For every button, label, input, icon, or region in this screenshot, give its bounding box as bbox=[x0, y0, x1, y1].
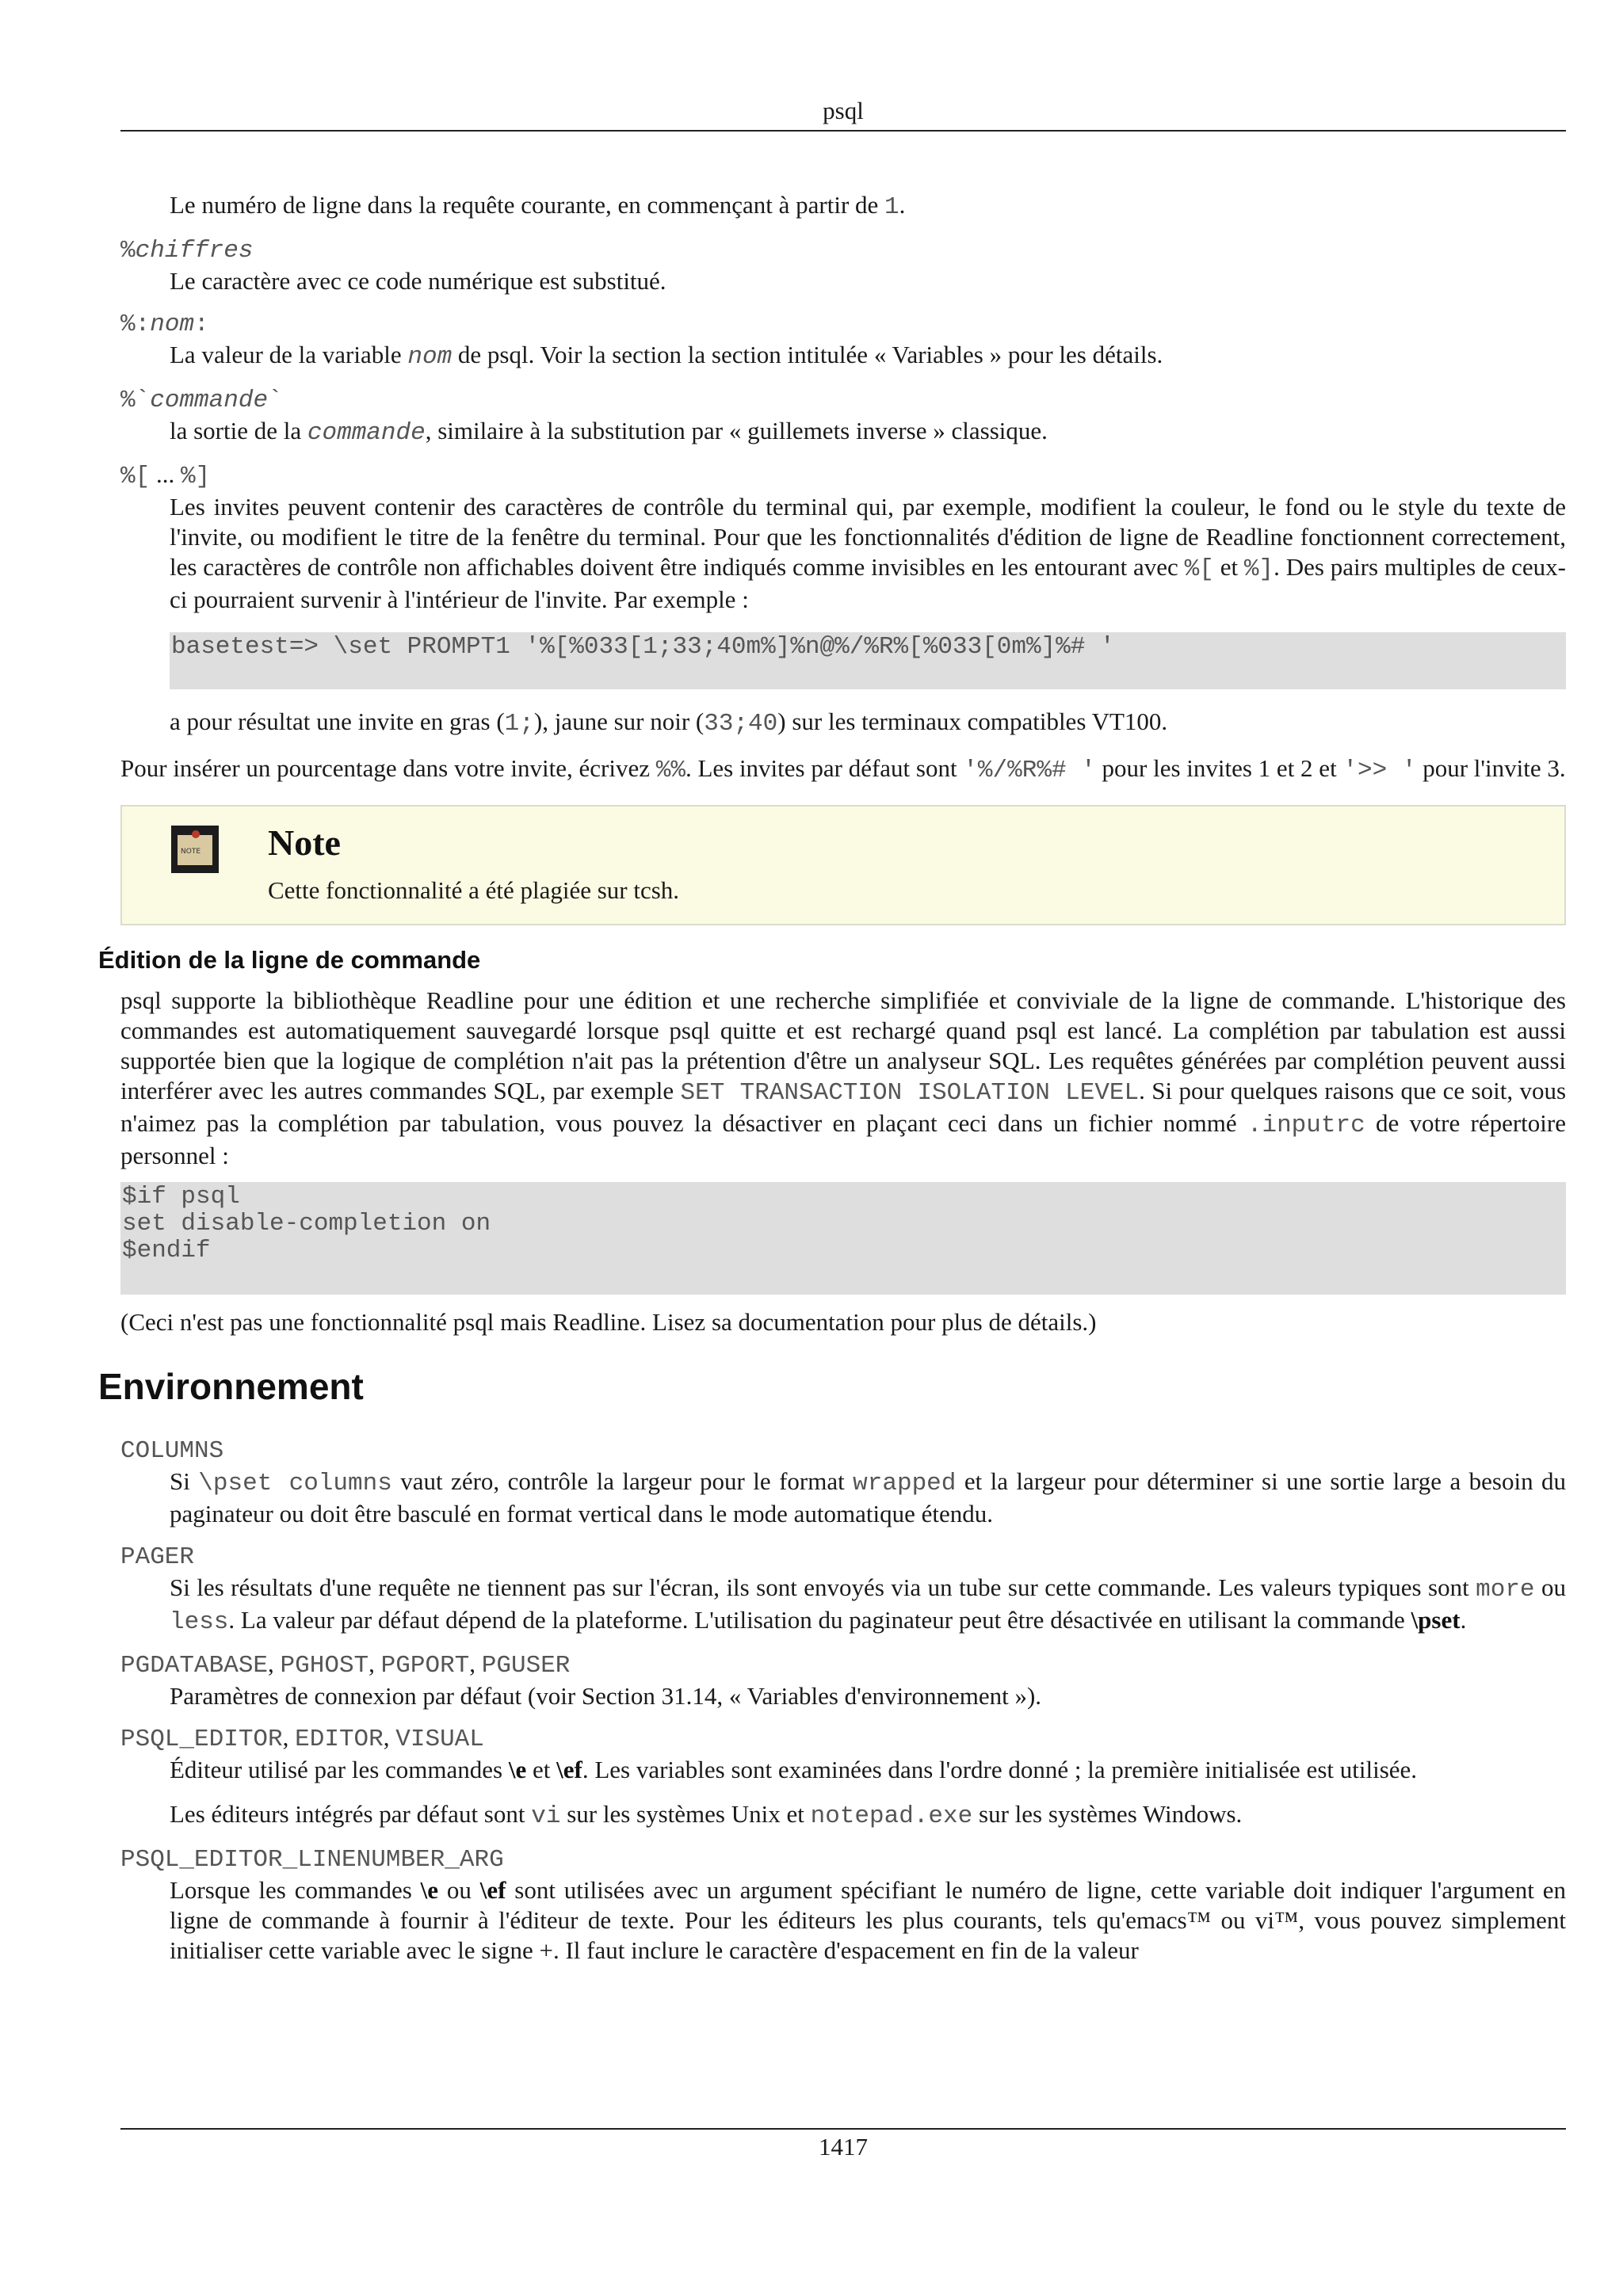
term-code: ` bbox=[268, 387, 283, 414]
desc-pager bbox=[170, 1573, 1566, 1638]
term-brackets bbox=[120, 460, 1566, 492]
env-var-name: COLUMNS bbox=[120, 1437, 224, 1465]
separator: , bbox=[369, 1650, 381, 1677]
inline-code: 33;40 bbox=[704, 710, 778, 738]
prompt-example-result bbox=[170, 707, 1566, 739]
desc-text: ou bbox=[1534, 1573, 1566, 1601]
desc-text: Les éditeurs intégrés par défaut sont bbox=[170, 1800, 532, 1828]
footer-rule bbox=[120, 2128, 1566, 2130]
section-heading-edition: Édition de la ligne de commande bbox=[98, 946, 481, 974]
inline-code: more bbox=[1476, 1576, 1535, 1604]
desc-columns bbox=[170, 1466, 1566, 1529]
para-text: . Les invites par défaut sont bbox=[685, 754, 964, 782]
term-placeholder: commande bbox=[150, 387, 269, 414]
desc-text: sont utilisées avec un argument spécifiant le numéro de ligne, cette variable doit indiquer l'argument en ligne de commande à fournir à l'éditeur de texte. Pour les éditeurs les plus courants, tels qu'emacs™ ou vi™, vous pouvez simplement initialiser cette variable avec le signe +. Il faut inclure le caractère d'espacement en fin de la valeur bbox=[170, 1876, 1566, 1964]
inline-code: '>> ' bbox=[1342, 757, 1417, 784]
inline-code: %% bbox=[655, 757, 685, 784]
inline-code: wrapped bbox=[853, 1470, 957, 1497]
inline-code: notepad.exe bbox=[810, 1802, 973, 1830]
percent-paragraph bbox=[120, 753, 1566, 786]
env-var-name: PGDATABASE bbox=[120, 1652, 269, 1680]
bold-command: \pset bbox=[1411, 1606, 1461, 1634]
para-text: psql supporte la bibliothèque Readline pour une édition et une recherche simplifiée et conviviale de la ligne de commande. L'historique des commandes est automatiquement sauvegardé lorsque psql quitte et est rechargé quand psql est lancé. La complétion par tabulation est aussi supportée bien que la logique de complétion n'ait pas la prétention d'être un analyseur SQL. Les requêtes générées par complétion peuvent aussi interférer avec les autres commandes SQL, par exemple bbox=[120, 986, 1566, 1104]
term-command bbox=[120, 383, 1566, 416]
desc-text: sur les systèmes Windows. bbox=[972, 1800, 1243, 1828]
desc-text: Lorsque les commandes bbox=[170, 1876, 421, 1904]
term-code: : bbox=[194, 311, 209, 338]
note-title: Note bbox=[268, 822, 341, 863]
term-code: %] bbox=[180, 463, 211, 490]
desc-text: Si bbox=[170, 1467, 199, 1495]
env-var-name: PAGER bbox=[120, 1543, 195, 1571]
section-heading-environment: Environnement bbox=[98, 1366, 364, 1407]
term-name bbox=[120, 307, 1566, 340]
para-text: de votre répertoire personnel : bbox=[120, 1109, 1566, 1169]
inputrc-code-block: $if psql set disable-completion on $endif bbox=[120, 1182, 1566, 1295]
note-box bbox=[120, 805, 1566, 925]
desc-text: . Les variables sont examinées dans l'ordre donné ; la première initialisée est utilisée. bbox=[582, 1756, 1418, 1783]
inline-code: .inputrc bbox=[1247, 1112, 1365, 1139]
desc-text: . La valeur par défaut dépend de la plateforme. L'utilisation du paginateur peut être désactivée en utilisant la commande bbox=[228, 1606, 1411, 1634]
inline-code: nom bbox=[407, 343, 453, 371]
inline-code: SET TRANSACTION ISOLATION LEVEL bbox=[680, 1079, 1140, 1107]
env-var-name: PSQL_EDITOR_LINENUMBER_ARG bbox=[120, 1846, 504, 1874]
para-text: pour les invites 1 et 2 et bbox=[1095, 754, 1343, 782]
term-code: % bbox=[120, 237, 136, 265]
inline-code: '%/%R%# ' bbox=[963, 757, 1096, 784]
desc-text: Le numéro de ligne dans la requête courante, en commençant à partir de bbox=[170, 191, 885, 219]
inline-code: %[ bbox=[1184, 555, 1214, 583]
desc-text: Éditeur utilisé par les commandes bbox=[170, 1756, 509, 1783]
desc-text: a pour résultat une invite en gras ( bbox=[170, 707, 505, 735]
term-pager bbox=[120, 1540, 1566, 1573]
note-icon-label: NOTE bbox=[181, 848, 201, 856]
para-text: Pour insérer un pourcentage dans votre invite, écrivez bbox=[120, 754, 656, 782]
desc-text: Si les résultats d'une requête ne tiennent pas sur l'écran, ils sont envoyés via un tube sur cette commande. Les valeurs typiques sont bbox=[170, 1573, 1476, 1601]
inline-code: 1 bbox=[884, 193, 899, 221]
term-text: ... bbox=[150, 460, 181, 488]
desc-text: sur les systèmes Unix et bbox=[560, 1800, 811, 1828]
env-var-name: VISUAL bbox=[395, 1726, 484, 1753]
prompt-line-number-desc bbox=[170, 190, 1566, 223]
desc-editor bbox=[170, 1755, 1566, 1785]
env-var-name: EDITOR bbox=[295, 1726, 384, 1753]
separator: , bbox=[383, 1723, 396, 1751]
desc-text: et la largeur pour déterminer si une sortie large a besoin du paginateur ou doit être basculé en format vertical dans le mode automatique étendu. bbox=[170, 1467, 1567, 1527]
page-header bbox=[120, 92, 1566, 132]
term-pgdatabase bbox=[120, 1649, 1566, 1681]
desc-text: . bbox=[1460, 1606, 1467, 1634]
inline-code: 1; bbox=[504, 710, 534, 738]
env-var-name: PGPORT bbox=[380, 1652, 470, 1680]
inline-code: less bbox=[170, 1608, 229, 1636]
page-content bbox=[98, 190, 1567, 1966]
desc-digits: Le caractère avec ce code numérique est substitué. bbox=[170, 267, 666, 295]
desc-linenumber-arg bbox=[170, 1875, 1566, 1966]
env-var-name: PSQL_EDITOR bbox=[120, 1726, 283, 1753]
desc-pgdatabase: Paramètres de connexion par défaut (voir Section 31.14, « Variables d'environnement »). bbox=[170, 1682, 1042, 1710]
desc-text: vaut zéro, contrôle la largeur pour le format bbox=[391, 1467, 854, 1495]
note-text: Cette fonctionnalité a été plagiée sur tcsh. bbox=[268, 876, 680, 904]
desc-text: ) sur les terminaux compatibles VT100. bbox=[777, 707, 1168, 735]
desc-text: la sortie de la bbox=[170, 417, 307, 444]
note-icon bbox=[171, 826, 219, 873]
edition-after-paragraph: (Ceci n'est pas une fonctionnalité psql mais Readline. Lisez sa documentation pour plus de détails.) bbox=[120, 1308, 1097, 1336]
inline-code: \pset columns bbox=[198, 1470, 392, 1497]
desc-text: . bbox=[899, 191, 906, 219]
bold-command: \e bbox=[420, 1876, 439, 1904]
desc-text: et bbox=[1213, 553, 1244, 581]
bold-command: \ef bbox=[479, 1876, 506, 1904]
term-digits bbox=[120, 234, 1566, 266]
term-code: %: bbox=[120, 311, 151, 338]
inline-code: %] bbox=[1243, 555, 1274, 583]
env-var-name: PGHOST bbox=[280, 1652, 369, 1680]
separator: , bbox=[282, 1723, 296, 1751]
para-text: pour l'invite 3. bbox=[1416, 754, 1566, 782]
desc-command bbox=[170, 416, 1566, 448]
desc-text: Les invites peuvent contenir des caractères de contrôle du terminal qui, par exemple, modifient la couleur, le fond ou le style du texte de l'invite, ou modifient le titre de la fenêtre du terminal. Pour que les fonctionnalités d'édition de ligne de Readline fonctionnent correctement, les caractères de contrôle non affichables doivent être indiqués comme invisibles en les entourant avec bbox=[170, 493, 1566, 581]
desc-text: et bbox=[526, 1756, 557, 1783]
desc-editor-defaults bbox=[170, 1799, 1566, 1832]
bold-command: \e bbox=[508, 1756, 527, 1783]
desc-text: de psql. Voir la section la section intitulée « Variables » pour les détails. bbox=[452, 341, 1163, 368]
inline-code: commande bbox=[307, 419, 426, 447]
desc-text: . Des pairs multiples de ceux-ci pourraient survenir à l'intérieur de l'invite. Par exemple : bbox=[170, 553, 1567, 613]
desc-name bbox=[170, 340, 1566, 372]
note-icon-pin bbox=[192, 830, 200, 838]
desc-text: La valeur de la variable bbox=[170, 341, 408, 368]
edition-paragraph bbox=[120, 986, 1566, 1171]
desc-brackets bbox=[170, 492, 1566, 615]
separator: , bbox=[469, 1650, 482, 1677]
term-columns bbox=[120, 1434, 1566, 1466]
term-placeholder: chiffres bbox=[135, 237, 254, 265]
term-placeholder: nom bbox=[150, 311, 195, 338]
bold-command: \ef bbox=[556, 1756, 582, 1783]
term-code: %` bbox=[120, 387, 151, 414]
desc-text: , similaire à la substitution par « guillemets inverse » classique. bbox=[425, 417, 1048, 444]
header-title: psql bbox=[823, 97, 864, 124]
env-var-name: PGUSER bbox=[481, 1652, 571, 1680]
para-text: . Si pour quelques raisons que ce soit, vous n'aimez pas la complétion par tabulation, vous pouvez la désactiver en plaçant ceci dans un fichier nommé bbox=[120, 1077, 1567, 1137]
term-code: %[ bbox=[120, 463, 151, 490]
term-linenumber-arg bbox=[120, 1843, 1566, 1875]
desc-text: ou bbox=[438, 1876, 480, 1904]
separator: , bbox=[268, 1650, 281, 1677]
inline-code: vi bbox=[531, 1802, 561, 1830]
prompt-example-code: basetest=> \set PROMPT1 '%[%033[1;33;40m%]%n@%/%R%[%033[0m%]%# ' bbox=[170, 632, 1566, 689]
page-number: 1417 bbox=[819, 2133, 868, 2161]
term-editor bbox=[120, 1722, 1566, 1755]
desc-text: ), jaune sur noir ( bbox=[533, 707, 705, 735]
